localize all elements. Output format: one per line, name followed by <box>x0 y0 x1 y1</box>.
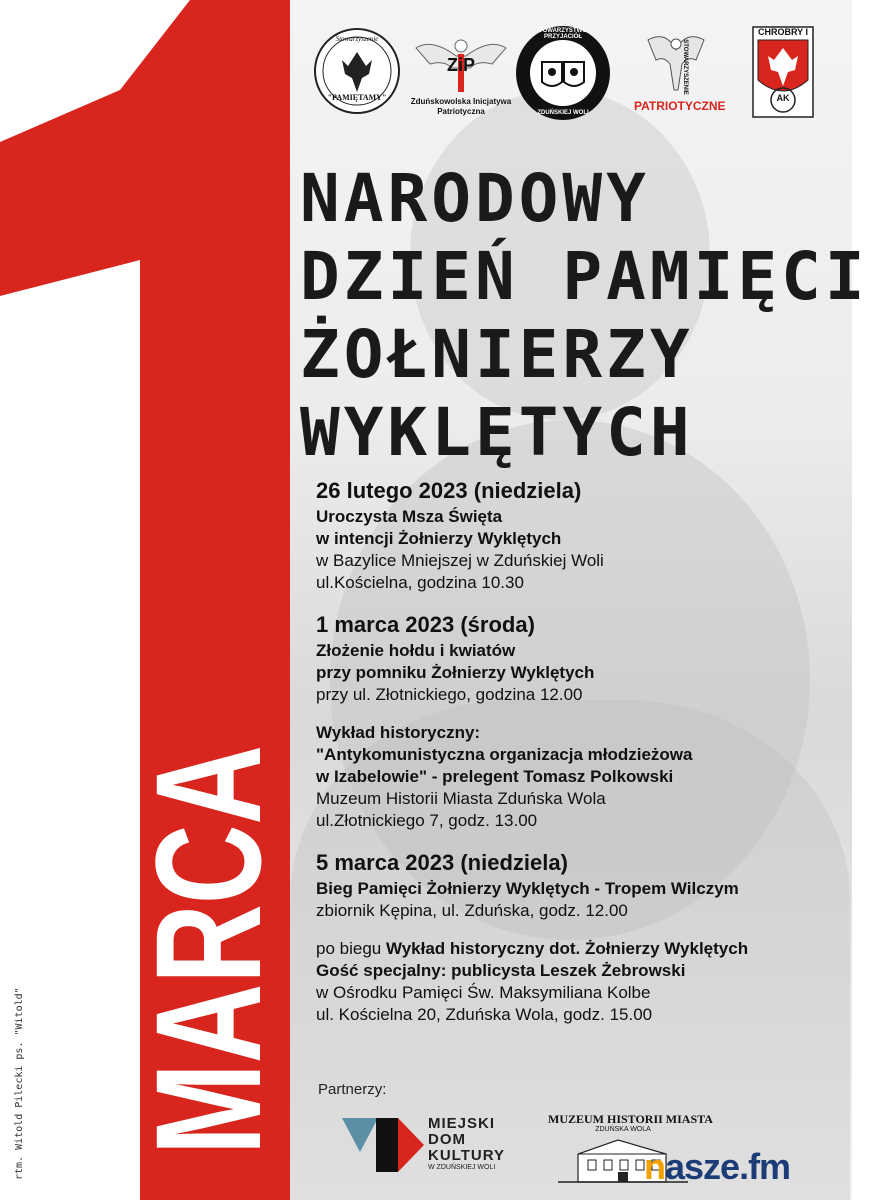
lecture-title-cont: w Izabelowie" - prelegent Tomasz Polkowski <box>316 767 674 786</box>
title-line-2: DZIEŃ PAMIĘCI <box>300 238 869 315</box>
tp-ring-top-text: TOWARZYSTWO PRZYJACIÓŁ <box>539 28 587 41</box>
event-1-march <box>316 610 836 832</box>
watermark-part1: n <box>644 1146 665 1187</box>
mdk-line3: KULTURY <box>428 1147 505 1164</box>
photo-caption: rtm. Witold Pilecki ps. "Witold" <box>14 987 25 1180</box>
towarzystwo-przyjaciol-logo <box>514 24 612 122</box>
zip-logo <box>412 34 510 124</box>
event-title <box>300 160 869 472</box>
mdk-line1: MIEJSKI <box>428 1115 496 1132</box>
mdk-name <box>428 1116 505 1164</box>
partners-label: Partnerzy: <box>318 1081 387 1098</box>
lecture-line <box>316 938 836 960</box>
month-label-text: MARCA <box>124 596 292 1155</box>
lecture-address-time: ul.Złotnickiego 7, godz. 13.00 <box>316 811 538 830</box>
event-name-cont: w intencji Żołnierzy Wyklętych <box>316 529 562 548</box>
logo-bar <box>300 20 845 125</box>
pamietamy-bottom-text: "PAMIĘTAMY" <box>327 93 387 102</box>
zip-letters: ZiP <box>446 55 475 75</box>
event-date: 26 lutego 2023 (niedziela) <box>316 478 582 503</box>
lecture-venue: w Ośrodku Pamięci Św. Maksymiliana Kolbe <box>316 983 651 1002</box>
lecture-prefix: po biegu <box>316 939 386 958</box>
event-26-february <box>316 476 836 594</box>
event-date: 1 marca 2023 (środa) <box>316 612 535 637</box>
event-name: Uroczysta Msza Święta <box>316 507 503 526</box>
patriotyczne-side-text: STOWARZYSZENIE <box>682 39 688 95</box>
zip-caption-line1: Zduńskowolska Inicjatywa <box>410 97 512 106</box>
lecture-title: Wykład historyczny dot. Żołnierzy Wyklętych <box>385 939 749 958</box>
muzeum-title: MUZEUM HISTORII MIASTA <box>548 1112 713 1126</box>
watermark-logo <box>644 1146 790 1188</box>
event-address-time: ul.Kościelna, godzina 10.30 <box>316 573 524 592</box>
muzeum-subtitle: ZDUŃSKA WOLA <box>595 1126 651 1133</box>
pamietamy-top-text: Stowarzyszenie <box>335 35 379 43</box>
lecture-venue: Muzeum Historii Miasta Zduńska Wola <box>316 789 606 808</box>
mdk-line2: DOM <box>428 1131 466 1148</box>
event-venue: w Bazylice Mniejszej w Zduńskiej Woli <box>316 551 604 570</box>
ak-text: AK <box>776 93 790 103</box>
lecture-title: "Antykomunistyczna organizacja młodzieżowa <box>316 745 693 764</box>
lecture-heading: Wykład historyczny: <box>316 723 481 742</box>
tp-ring-bottom-text: ZDUŃSKIEJ WOLI <box>537 110 589 116</box>
event-schedule <box>316 476 836 1026</box>
event-name: Bieg Pamięci Żołnierzy Wyklętych - Tropem Wilczym <box>316 879 739 898</box>
title-line-1: NARODOWY <box>300 160 650 237</box>
title-line-3: ŻOŁNIERZY <box>300 316 694 393</box>
pamietamy-logo <box>312 26 402 116</box>
chrobry-ak-logo <box>750 26 830 122</box>
special-guest: Gość specjalny: publicysta Leszek Żebrowski <box>316 961 686 980</box>
patriotyczne-text: PATRIOTYCZNE <box>634 99 726 113</box>
event-address-time: zbiornik Kępina, ul. Zduńska, godz. 12.00 <box>316 901 628 920</box>
stowarzyszenie-patriotyczne-logo <box>634 30 726 120</box>
watermark-part2: asze.fm <box>665 1146 791 1187</box>
month-label <box>124 596 292 1160</box>
event-name-cont: przy pomniku Żołnierzy Wyklętych <box>316 663 595 682</box>
event-address-time: przy ul. Złotnickiego, godzina 12.00 <box>316 685 583 704</box>
title-line-4: WYKLĘTYCH <box>300 394 694 471</box>
zip-caption-line2: Patriotyczna <box>437 107 485 116</box>
event-5-march <box>316 848 836 1026</box>
event-name: Złożenie hołdu i kwiatów <box>316 641 516 660</box>
lecture-address-time: ul. Kościelna 20, Zduńska Wola, godz. 15.00 <box>316 1005 653 1024</box>
mdk-logo <box>342 1112 505 1180</box>
mdk-subtitle: W ZDUŃSKIEJ WOLI <box>428 1164 496 1171</box>
chrobry-text: CHROBRY I <box>757 27 808 37</box>
event-date: 5 marca 2023 (niedziela) <box>316 850 568 875</box>
